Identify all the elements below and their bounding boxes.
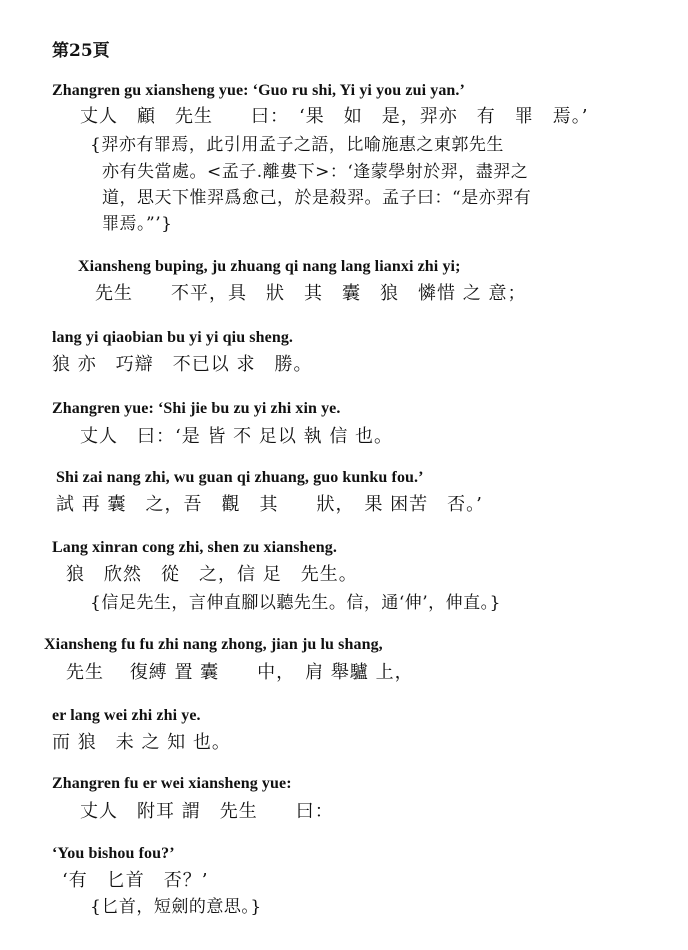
pinyin-line: Zhangren fu er wei xiansheng yue: (52, 775, 292, 792)
hanzi-line: 丈人 附耳 謂 先生 曰： (80, 801, 334, 822)
annotation-line: {信足先生，言伸直腳以聽先生。信，通‘伸’，伸直。} (90, 593, 501, 613)
pinyin-line: lang yi qiaobian bu yi yi qiu sheng. (52, 329, 294, 346)
annotation-line: 亦有失當處。<孟子.離婁下>：‘逢蒙學射於羿，盡羿之 (102, 162, 529, 182)
annotation-line: {匕首，短劍的意思。} (90, 897, 262, 917)
pinyin-line: er lang wei zhi zhi ye. (52, 707, 201, 724)
hanzi-line: 丈人 顧 先生 曰： ‘果 如 是，羿亦 有 罪 焉。’ (80, 106, 589, 127)
annotation-line: 罪焉。”’} (102, 214, 173, 234)
hanzi-line: ‘有 匕首 否？’ (62, 870, 209, 891)
annotation-line: 道，思天下惟羿爲愈己，於是殺羿。孟子曰：“是亦羿有 (102, 188, 532, 208)
hanzi-line: 先生 不平，具 狀 其 囊 狼 憐惜 之 意； (95, 283, 527, 304)
pinyin-line: Xiansheng buping, ju zhuang qi nang lang lianxi zhi yi; (78, 258, 461, 275)
pinyin-line: Shi zai nang zhi, wu guan qi zhuang, guo kunku fou.’ (56, 469, 424, 486)
pinyin-line: Lang xinran cong zhi, shen zu xiansheng. (52, 539, 337, 556)
hanzi-line: 狼 亦 巧辯 不已以 求 勝。 (52, 354, 313, 375)
pinyin-line: Zhangren yue: ‘Shi jie bu zu yi zhi xin ye. (52, 400, 341, 417)
page-number: 第25頁 (52, 41, 110, 61)
hanzi-line: 而 狼 未 之 知 也。 (52, 732, 231, 753)
pinyin-line: Xiansheng fu fu zhi nang zhong, jian ju lu shang, (44, 636, 383, 653)
hanzi-line: 狼 欣然 從 之，信 足 先生。 (66, 564, 358, 585)
hanzi-line: 先生 復縛 置 囊 中， 肩 舉驢 上， (66, 662, 414, 683)
pinyin-line: Zhangren gu xiansheng yue: ‘Guo ru shi, Yi yi you zui yan.’ (52, 82, 465, 99)
hanzi-line: 丈人 曰：‘是 皆 不 足以 執 信 也。 (80, 426, 394, 447)
pinyin-line: ‘You bishou fou?’ (52, 845, 175, 862)
annotation-line: {羿亦有罪焉，此引用孟子之語，比喻施惠之東郭先生 (90, 135, 504, 155)
hanzi-line: 試 再 囊 之，吾 觀 其 狀， 果 困苦 否。’ (56, 494, 483, 515)
